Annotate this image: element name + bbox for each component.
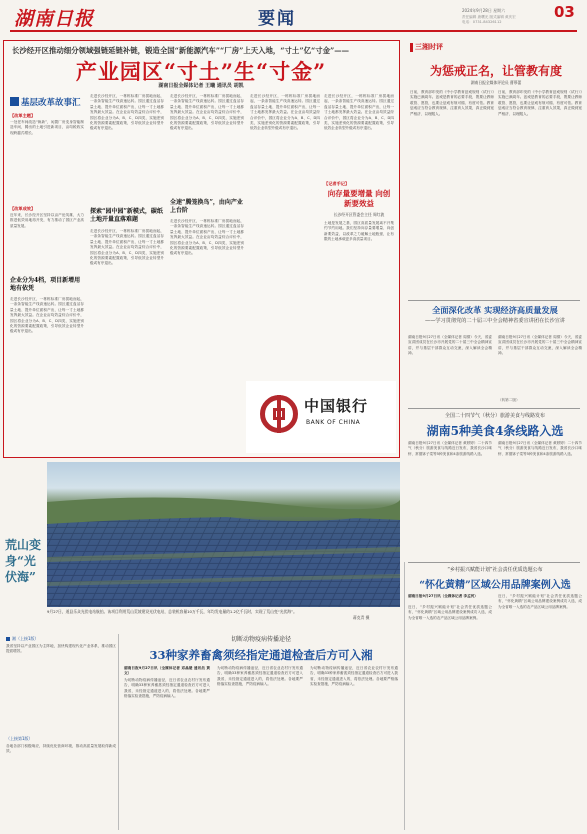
divider [118,634,119,830]
brand-text-col2: 近日，“乡村振兴赋能计划”社会责任优质选题公布，“怀化黄精”区域公用品牌建设案例成功入选，成为全省唯一入选的农产品区域公用品牌案例。 [498,594,582,609]
comment-text: 土地是发展之基，园区高质量发展离不开集约节约用地。我们坚持向存量要增量、向创新要效益，以改革之力破解土地瓶颈，让有限的土地承载更多高质量项目。 [324,221,394,242]
brief-text: 我省坚持以产业园区为主阵地，加快构建现代化产业体系，推动园区提质增效。 [6,644,116,654]
editor-line: 责任编辑 唐曙光 版式编辑 黄庆宏 [462,15,516,19]
comment-tag: 【记者手记】 [324,181,350,186]
tourism-story [408,411,582,561]
commentary-label-icon [410,43,413,52]
commentary-label-text: 三湘时评 [415,42,443,51]
lead-body-col3: 走进长沙经开区，一栋栋标准厂房拔地而起，一条条智能生产线高速运转。园区通过盘活存量土地、提升单位面积产出，让每一寸土地都发挥最大效益。在企业亩均效益综合评价中，园区将企业分为A、B、C、D四类，实施差别化的资源要素配置政策，引导低效企业转型升级或有序退出。 [170,94,244,131]
lead-body-col3b: 走进长沙经开区，一栋栋标准厂房拔地而起，一条条智能生产线高速运转。园区通过盘活存量土地、提升单位面积产出，让每一寸土地都发挥最大效益。在企业亩均效益综合评价中，园区将企业分为A、B、C、D四类，实施差别化的资源要素配置政策，引导低效企业转型升级或有序退出。 [170,219,244,256]
reform-subtitle: ——学习贯彻党的二十届三中全会精神省委宣讲团在长沙宣讲 [424,318,566,324]
brand-kicker: “乡村振兴赋能计划”社会责任优质选题公布 [447,567,543,573]
inspection-byline: 湖南日报9月27日讯（全媒体记者 邓晶琎 通讯员 黄文） [124,666,210,676]
solar-farm-photo [47,462,400,607]
badge-icon [10,97,19,106]
lead-story [3,40,400,458]
tourism-title: 湖南5种美食4条线路入选 [426,424,564,438]
lead-body-col5: 走进长沙经开区，一栋栋标准厂房拔地而起，一条条智能生产线高速运转。园区通过盘活存量土地、提升单位面积产出，让每一寸土地都发挥最大效益。在企业亩均效益综合评价中，园区将企业分为A、B、C、D四类，实施差别化的资源要素配置政策，引导低效企业转型升级或有序退出。 [324,94,394,131]
divider [408,408,580,409]
inspection-story [122,634,400,830]
sidebar-tag: 【改革主题】 [10,113,36,118]
inspection-text-col3: 为切断动物疫病传播途径，近日省农业农村厅发布通告，明确33种家养畜禽须经指定通道检查后方可进入我省，未经指定通道进入的，将依法处理。各地要严格落实检查措施，严防疫病输入。 [310,666,398,687]
subhead-2: 探索“园中园”新模式，碳纸土地开量直落难题 [90,208,163,223]
inspection-title: 33种家养畜禽须经指定通道检查后方可入湘 [149,648,373,662]
brand-text-col1: 近日，“乡村振兴赋能计划”社会责任优质选题公布，“怀化黄精”区域公用品牌建设案例成功入选，成为全省唯一入选的农产品区域公用品牌案例。 [408,605,492,620]
bank-ad [246,381,396,453]
reform-title: 全面深化改革 实现经济高质量发展 [432,305,558,315]
page-number: 03 [554,3,575,21]
masthead-rule [10,30,577,32]
photo-block [3,462,400,632]
phone-line: 电话：0731-84326112 [462,20,502,24]
reform-text-col1: 湖南日报9月27日讯（全媒体记者 周倩）今天，省委宣讲团成员在长沙市开展党的二十届三中全会精神宣讲，并与基层干部群众互动交流，深入解读全会精神。 [408,335,492,356]
comment-title: 向存量要增量 向创新要效益 [327,189,391,208]
lead-byline: 湖南日报全媒体记者 王曦 通讯员 胡凯 [158,83,244,89]
issue-date: 2024年9月28日 星期六 [462,8,506,13]
commentary-text-col2: 日前，教育部印发的《中小学教育惩戒规则（试行）》实施已满周年。惩戒是教育的必要手段，既要让教师敢管、愿管，也要让惩戒有规可循、有度可依。教育惩戒应当符合教育规律，注重育人效果，真正做到宽严相济、以理服人。 [498,90,582,116]
solar-panels-graphic [47,462,400,607]
reform-text-col2: 湖南日报9月27日讯（全媒体记者 周倩）今天，省委宣讲团成员在长沙市开展党的二十届三中全会精神宣讲，并与基层干部群众互动交流，深入解读全会精神。 [498,335,582,356]
commentary-text-col1: 日前，教育部印发的《中小学教育惩戒规则（试行）》实施已满周年。惩戒是教育的必要手段，既要让教师敢管、愿管，也要让惩戒有规可循、有度可依。教育惩戒应当符合教育规律，注重育人效果，真正做到宽严相济、以理服人。 [410,90,494,116]
commentary-byline: 湖南日报全媒体评论员 曹慕蕾 [470,80,522,85]
newspaper-logo: 湖南日报 [14,8,95,30]
masthead [0,0,587,32]
brand-title: “怀化黄精”区域公用品牌案例入选 [419,580,571,591]
inspection-text-col2: 为切断动物疫病传播途径，近日省农业农村厅发布通告，明确33种家养畜禽须经指定通道检查后方可进入我省，未经指定通道进入的，将依法处理。各地要严格落实检查措施，严防疫病输入。 [217,666,303,687]
bank-of-china-logo-icon [260,395,298,433]
divider [404,562,405,830]
brief-tag-label: 湘（上接1版） [12,636,39,641]
brief-text-2: 各地各部门积极响应，持续优化营商环境，推动高质量发展取得新成效。 [6,744,116,754]
lead-body-col1: 走进长沙经开区，一栋栋标准厂房拔地而起，一条条智能生产线高速运转。园区通过盘活存量土地、提升单位面积产出，让每一寸土地都发挥最大效益。在企业亩均效益综合评价中，园区将企业分为A、B、C、D四类，实施差别化的资源要素配置政策，引导低效企业转型升级或有序退出。 [10,297,84,334]
sidebar-text-2: 近年来，长沙经开区坚持以亩产论英雄，大力推进低效用地再开发，有力推动了园区产业高质量发展。 [10,213,84,228]
tourism-kicker: 全国二十四节气（秋分）旅游美食与线路发布 [444,413,545,419]
commentary-title: 为惩戒正名，让管教有度 [429,64,562,78]
sidebar-tag-2: 【改革成效】 [10,206,36,211]
photo-caption: 9月27日，道县乐众光伏电站航拍。该项目利用荒山荒坡建设光伏电站，总装机容量10万千瓦，年均发电量约1.2亿千瓦时，实现了荒山变“光伏海”。 [47,609,297,614]
sidebar-text: 一处老车间改造“焕新”，闲置厂房变身智能制造车间，腾出的土地引进新项目，亩均税收实现跨越式增长。 [10,120,84,135]
lead-body-col2b: 走进长沙经开区，一栋栋标准厂房拔地而起，一条条智能生产线高速运转。园区通过盘活存量土地、提升单位面积产出，让每一寸土地都发挥最大效益。在企业亩均效益综合评价中，园区将企业分为A、B、C、D四类，实施差别化的资源要素配置政策，引导低效企业转型升级或有序退出。 [90,229,164,266]
photo-credit: 蒋克青 摄 [353,615,370,620]
subhead-1: 企业分为4档，项目新增用地有依凭 [10,277,81,292]
lead-headline: 产业园区“寸土”生“寸金” [75,59,327,84]
lead-body-col4: 走进长沙经开区，一栋栋标准厂房拔地而起，一条条智能生产线高速运转。园区通过盘活存量土地、提升单位面积产出，让每一寸土地都发挥最大效益。在企业亩均效益综合评价中，园区将企业分为A、B、C、D四类，实施差别化的资源要素配置政策，引导低效企业转型升级或有序退出。 [250,94,320,131]
divider [408,300,580,301]
lead-kicker: 长沙经开区推动细分领域强链延链补链，锻造全国“新能源汽车”“厂房”上天入地，“寸土”亿“寸金”—— [12,46,350,55]
reform-story [408,303,582,407]
inspection-kicker: 切断动物疫病传播途径 [230,636,291,643]
tourism-text-col1: 湖南日报9月27日讯（全媒体记者 黄婷婷）二十四节气（秋分）旅游美食与线路近日发布，我省长沙口味虾、常德钵子菜等5种美食和4条旅游线路入选。 [408,441,492,456]
divider [408,562,580,563]
photo-side-title: 荒山变身“光伏海” [5,538,42,584]
inspection-text-col1: 为切断动物疫病传播途径，近日省农业农村厅发布通告，明确33种家养畜禽须经指定通道检查后方可进入我省，未经指定通道进入的，将依法处理。各地要严格落实检查措施，严防疫病输入。 [124,678,210,699]
reform-story-badge [10,94,86,110]
badge-label: 基层改革故事汇 [21,98,81,108]
lead-body-col2: 走进长沙经开区，一栋栋标准厂房拔地而起，一条条智能生产线高速运转。园区通过盘活存量土地、提升单位面积产出，让每一寸土地都发挥最大效益。在企业亩均效益综合评价中，园区将企业分为A、B、C、D四类，实施差别化的资源要素配置政策，引导低效企业转型升级或有序退出。 [90,94,164,131]
reform-continue: （转第二版） [498,398,520,402]
brand-story [408,564,582,830]
bank-name-en: BANK OF CHINA [306,419,361,426]
commentary-label [410,42,470,54]
bank-name-cn: 中国银行 [304,397,369,415]
brief-column [6,634,116,829]
tourism-text-col2: 湖南日报9月27日讯（全媒体记者 黄婷婷）二十四节气（秋分）旅游美食与线路近日发布，我省长沙口味虾、常德钵子菜等5种美食和4条旅游线路入选。 [498,441,582,456]
comment-byline: 长沙经开区管委会主任 周红波 [333,212,385,217]
brief-tag-icon [6,637,10,641]
commentary [410,40,582,298]
brand-byline: 湖南日报9月27日讯（全媒体记者 李孟河） [408,594,478,598]
brief-tag-2: （上接第1版） [6,736,33,741]
section-title: 要闻 [258,9,296,29]
subhead-3: 全速“腾笼换鸟”，由向产业上台阶 [170,199,243,214]
